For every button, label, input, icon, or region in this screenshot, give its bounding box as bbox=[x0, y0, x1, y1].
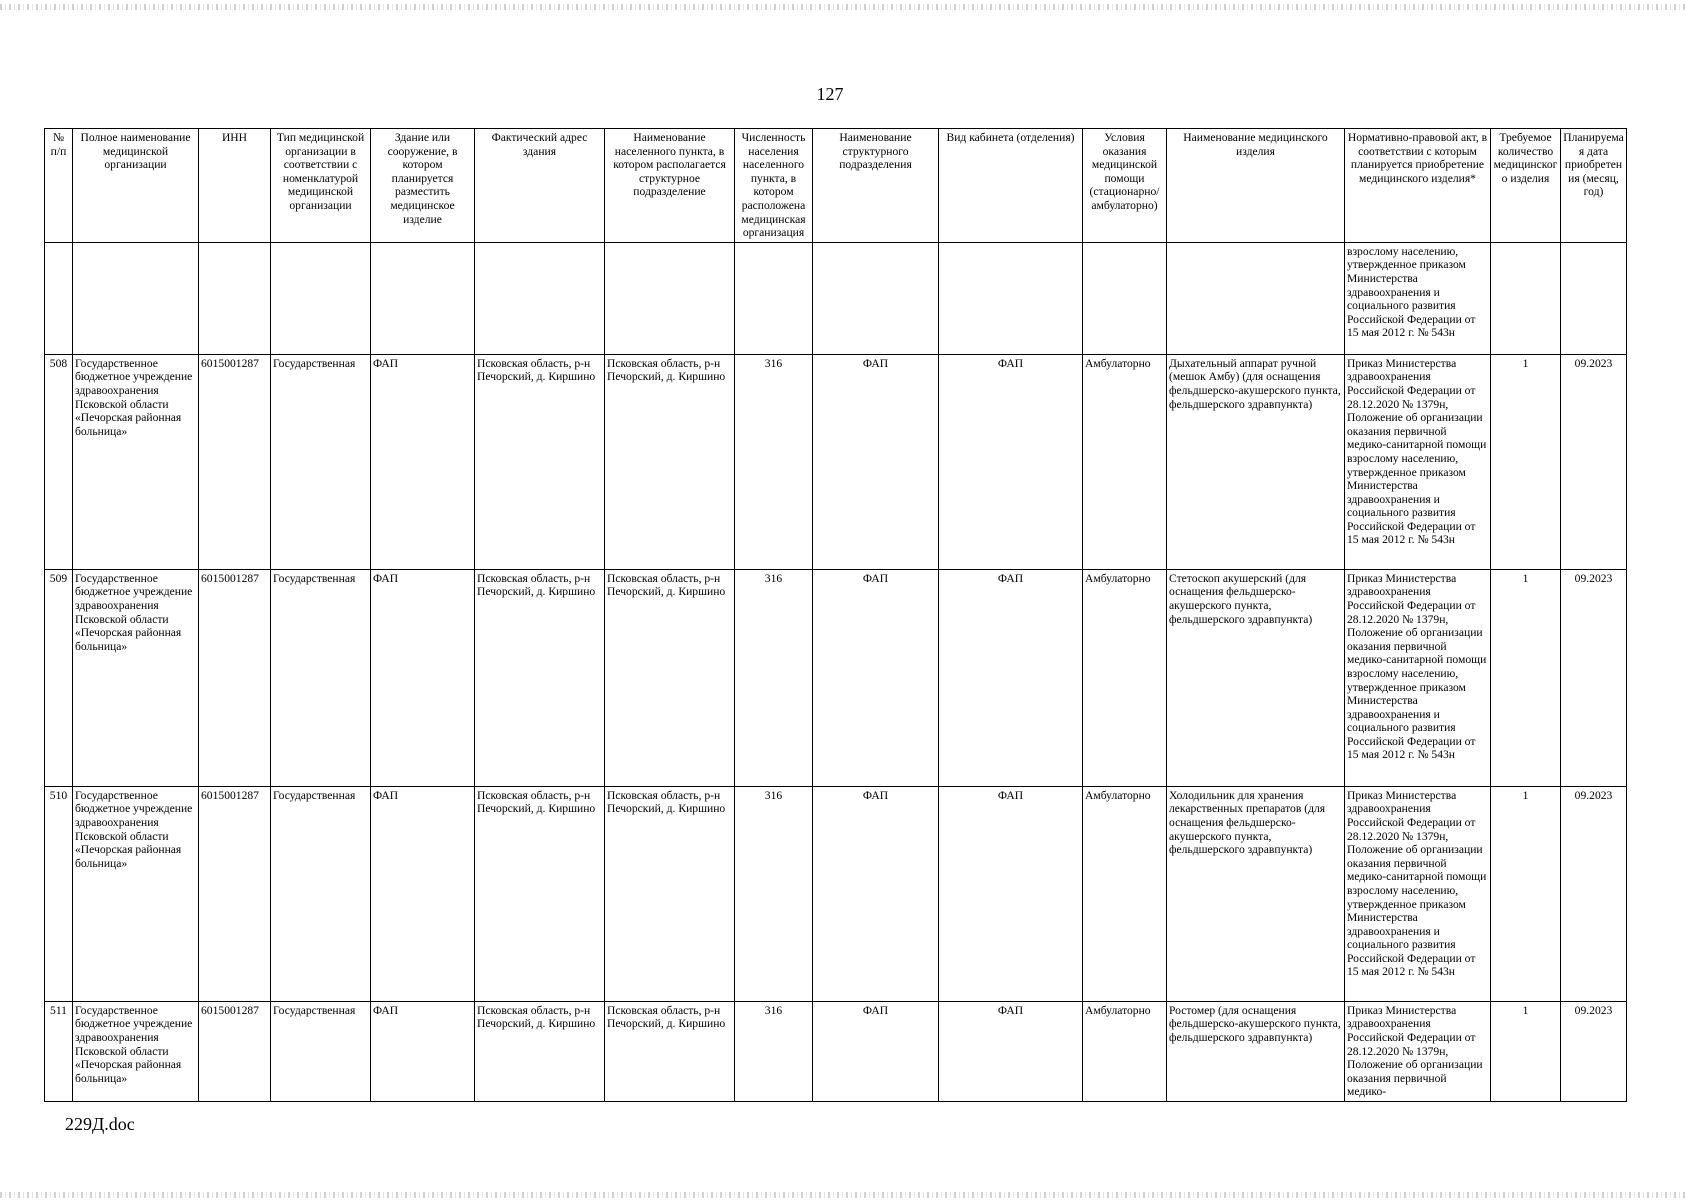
settlement: Псковская область, р-н Печорский, д. Киршино bbox=[605, 786, 735, 1001]
quantity: 1 bbox=[1491, 354, 1561, 569]
cabinet: ФАП bbox=[939, 786, 1083, 1001]
settlement: Псковская область, р-н Печорский, д. Киршино bbox=[605, 569, 735, 786]
legal-act: Приказ Министерства здравоохранения Российской Федерации от 28.12.2020 № 1379н, Положение об организации оказания первичной медико- bbox=[1345, 1001, 1491, 1101]
settlement: Псковская область, р-н Печорский, д. Киршино bbox=[605, 354, 735, 569]
table-row bbox=[45, 1001, 1627, 1101]
conditions: Амбулаторно bbox=[1083, 354, 1167, 569]
col-header-org-name: Полное наименование медицинской организации bbox=[73, 129, 199, 243]
col-header-division: Наименование структурного подразделения bbox=[813, 129, 939, 243]
col-header-number: № п/п bbox=[45, 129, 73, 243]
population: 316 bbox=[735, 569, 813, 786]
building: ФАП bbox=[371, 1001, 475, 1101]
continuation-legal-act: взрослому населению, утвержденное приказом Министерства здравоохранения и социального развития Российской Федерации от 15 мая 2012 г. № 543н bbox=[1345, 242, 1491, 354]
cabinet: ФАП bbox=[939, 1001, 1083, 1101]
scan-top-edge bbox=[0, 4, 1686, 10]
population: 316 bbox=[735, 786, 813, 1001]
quantity: 1 bbox=[1491, 786, 1561, 1001]
page-number: 127 bbox=[816, 84, 844, 104]
device-name: Ростомер (для оснащения фельдшерско-акушерского пункта, фельдшерского здравпункта) bbox=[1167, 1001, 1345, 1101]
division: ФАП bbox=[813, 354, 939, 569]
equipment-registry-table bbox=[44, 128, 1627, 1102]
purchase-date: 09.2023 bbox=[1561, 569, 1627, 786]
cabinet: ФАП bbox=[939, 354, 1083, 569]
building: ФАП bbox=[371, 354, 475, 569]
division: ФАП bbox=[813, 786, 939, 1001]
inn: 6015001287 bbox=[199, 1001, 271, 1101]
table-header-row bbox=[45, 129, 1627, 243]
table-row bbox=[45, 569, 1627, 786]
col-header-legal-act: Нормативно-правовой акт, в соответствии с которым планируется приобретение медицинского изделия* bbox=[1345, 129, 1491, 243]
conditions: Амбулаторно bbox=[1083, 1001, 1167, 1101]
col-header-device: Наименование медицинского изделия bbox=[1167, 129, 1345, 243]
org-name: Государственное бюджетное учреждение здравоохранения Псковской области «Печорская районная больница» bbox=[73, 1001, 199, 1101]
table-row bbox=[45, 786, 1627, 1001]
table-row bbox=[45, 354, 1627, 569]
device-name: Дыхательный аппарат ручной (мешок Амбу) (для оснащения фельдшерско-акушерского пункта, фельдшерского здравпункта) bbox=[1167, 354, 1345, 569]
address: Псковская область, р-н Печорский, д. Киршино bbox=[475, 354, 605, 569]
row-number: 508 bbox=[45, 354, 73, 569]
device-name: Холодильник для хранения лекарственных препаратов (для оснащения фельдшерско-акушерского пункта, фельдшерского здравпункта) bbox=[1167, 786, 1345, 1001]
population: 316 bbox=[735, 1001, 813, 1101]
row-number: 509 bbox=[45, 569, 73, 786]
address: Псковская область, р-н Печорский, д. Киршино bbox=[475, 1001, 605, 1101]
legal-act: Приказ Министерства здравоохранения Российской Федерации от 28.12.2020 № 1379н, Положение об организации оказания первичной медико-санитарной помощи взрослому населению, утвержденное приказом Министерства здравоохранения и социального развития Российской Федерации от 15 мая 2012 г. № 543н bbox=[1345, 569, 1491, 786]
cabinet: ФАП bbox=[939, 569, 1083, 786]
building: ФАП bbox=[371, 569, 475, 786]
inn: 6015001287 bbox=[199, 354, 271, 569]
org-name: Государственное бюджетное учреждение здравоохранения Псковской области «Печорская районная больница» bbox=[73, 786, 199, 1001]
inn: 6015001287 bbox=[199, 786, 271, 1001]
device-name: Стетоскоп акушерский (для оснащения фельдшерско-акушерского пункта, фельдшерского здравпункта) bbox=[1167, 569, 1345, 786]
row-number: 510 bbox=[45, 786, 73, 1001]
settlement: Псковская область, р-н Печорский, д. Киршино bbox=[605, 1001, 735, 1101]
col-header-cabinet: Вид кабинета (отделения) bbox=[939, 129, 1083, 243]
col-header-quantity: Требуемое количество медицинского изделия bbox=[1491, 129, 1561, 243]
inn: 6015001287 bbox=[199, 569, 271, 786]
col-header-settlement: Наименование населенного пункта, в котором располагается структурное подразделение bbox=[605, 129, 735, 243]
division: ФАП bbox=[813, 569, 939, 786]
conditions: Амбулаторно bbox=[1083, 786, 1167, 1001]
org-name: Государственное бюджетное учреждение здравоохранения Псковской области «Печорская районная больница» bbox=[73, 569, 199, 786]
address: Псковская область, р-н Печорский, д. Киршино bbox=[475, 569, 605, 786]
continuation-row bbox=[45, 242, 1627, 354]
col-header-population: Численность населения населенного пункта, в котором расположена медицинская организация bbox=[735, 129, 813, 243]
quantity: 1 bbox=[1491, 1001, 1561, 1101]
row-number: 511 bbox=[45, 1001, 73, 1101]
org-name: Государственное бюджетное учреждение здравоохранения Псковской области «Печорская районная больница» bbox=[73, 354, 199, 569]
conditions: Амбулаторно bbox=[1083, 569, 1167, 786]
legal-act: Приказ Министерства здравоохранения Российской Федерации от 28.12.2020 № 1379н, Положение об организации оказания первичной медико-санитарной помощи взрослому населению, утвержденное приказом Министерства здравоохранения и социального развития Российской Федерации от 15 мая 2012 г. № 543н bbox=[1345, 786, 1491, 1001]
quantity: 1 bbox=[1491, 569, 1561, 786]
col-header-date: Планируемая дата приобретения (месяц, год) bbox=[1561, 129, 1627, 243]
org-type: Государственная bbox=[271, 1001, 371, 1101]
col-header-org-type: Тип медицинской организации в соответствии с номенклатурой медицинской организации bbox=[271, 129, 371, 243]
division: ФАП bbox=[813, 1001, 939, 1101]
purchase-date: 09.2023 bbox=[1561, 1001, 1627, 1101]
population: 316 bbox=[735, 354, 813, 569]
purchase-date: 09.2023 bbox=[1561, 786, 1627, 1001]
scan-bottom-edge bbox=[0, 1192, 1686, 1198]
legal-act: Приказ Министерства здравоохранения Российской Федерации от 28.12.2020 № 1379н, Положение об организации оказания первичной медико-санитарной помощи взрослому населению, утвержденное приказом Министерства здравоохранения и социального развития Российской Федерации от 15 мая 2012 г. № 543н bbox=[1345, 354, 1491, 569]
org-type: Государственная bbox=[271, 354, 371, 569]
col-header-address: Фактический адрес здания bbox=[475, 129, 605, 243]
address: Псковская область, р-н Печорский, д. Киршино bbox=[475, 786, 605, 1001]
purchase-date: 09.2023 bbox=[1561, 354, 1627, 569]
org-type: Государственная bbox=[271, 569, 371, 786]
col-header-inn: ИНН bbox=[199, 129, 271, 243]
footer-file-name: 229Д.doc bbox=[65, 1114, 135, 1134]
building: ФАП bbox=[371, 786, 475, 1001]
col-header-conditions: Условия оказания медицинской помощи (стационарно/ амбулаторно) bbox=[1083, 129, 1167, 243]
col-header-building: Здание или сооружение, в котором планируется разместить медицинское изделие bbox=[371, 129, 475, 243]
org-type: Государственная bbox=[271, 786, 371, 1001]
